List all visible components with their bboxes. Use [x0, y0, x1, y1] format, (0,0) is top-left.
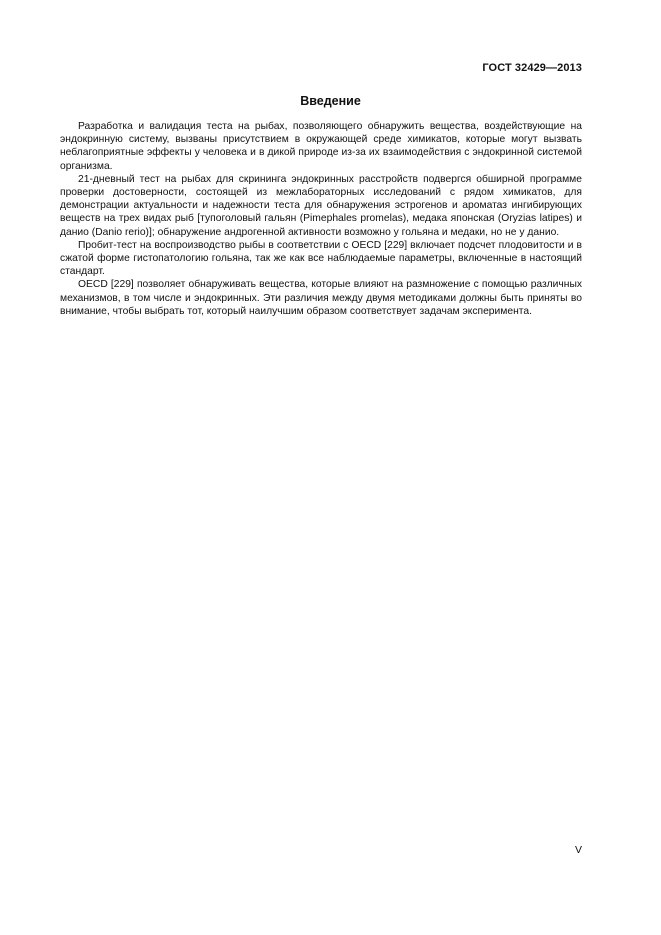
paragraph: Пробит-тест на воспроизводство рыбы в соответствии с OECD [229] включает подсчет плодовитости и в сжатой форме гистопатологию гольяна, так же как все наблюдаемые параметры, включенные в настоящий стандарт. [60, 239, 582, 278]
page-number: V [574, 844, 582, 856]
paragraph: 21-дневный тест на рыбах для скрининга эндокринных расстройств подвергся обширной программе проверки достоверности, состоящей из межлабораторных исследований с рядом химикатов, для демонстрации актуальности и надежности теста для обнаружения эстрогенов и ароматаз ингибирующих веществ на трех видах рыб [тупоголовый гальян (Pimephales promelas), медака японская (Oryzias latipes) и данио (Danio rerio)]; обнаружение андрогенной активности возможно у гольяна и медаки, но не у данио. [60, 173, 582, 238]
section-title: Введение [300, 94, 361, 108]
document-code: ГОСТ 32429—2013 [482, 62, 582, 74]
body-text [60, 120, 582, 318]
paragraph: Разработка и валидация теста на рыбах, позволяющего обнаружить вещества, воздействующие на эндокринную систему, вызваны присутствием в окружающей среде химикатов, которые могут вызвать неблагоприятные эффекты у человека и в дикой природе из-за их взаимодействия с эндокринной системой организма. [60, 121, 582, 172]
paragraph: OECD [229] позволяет обнаруживать вещества, которые влияют на размножение с помощью различных механизмов, в том числе и эндокринных. Эти различия между двумя методиками должны быть приняты во внимание, чтобы выбрать тот, который наилучшим образом соответствует задачам эксперимента. [60, 279, 582, 317]
